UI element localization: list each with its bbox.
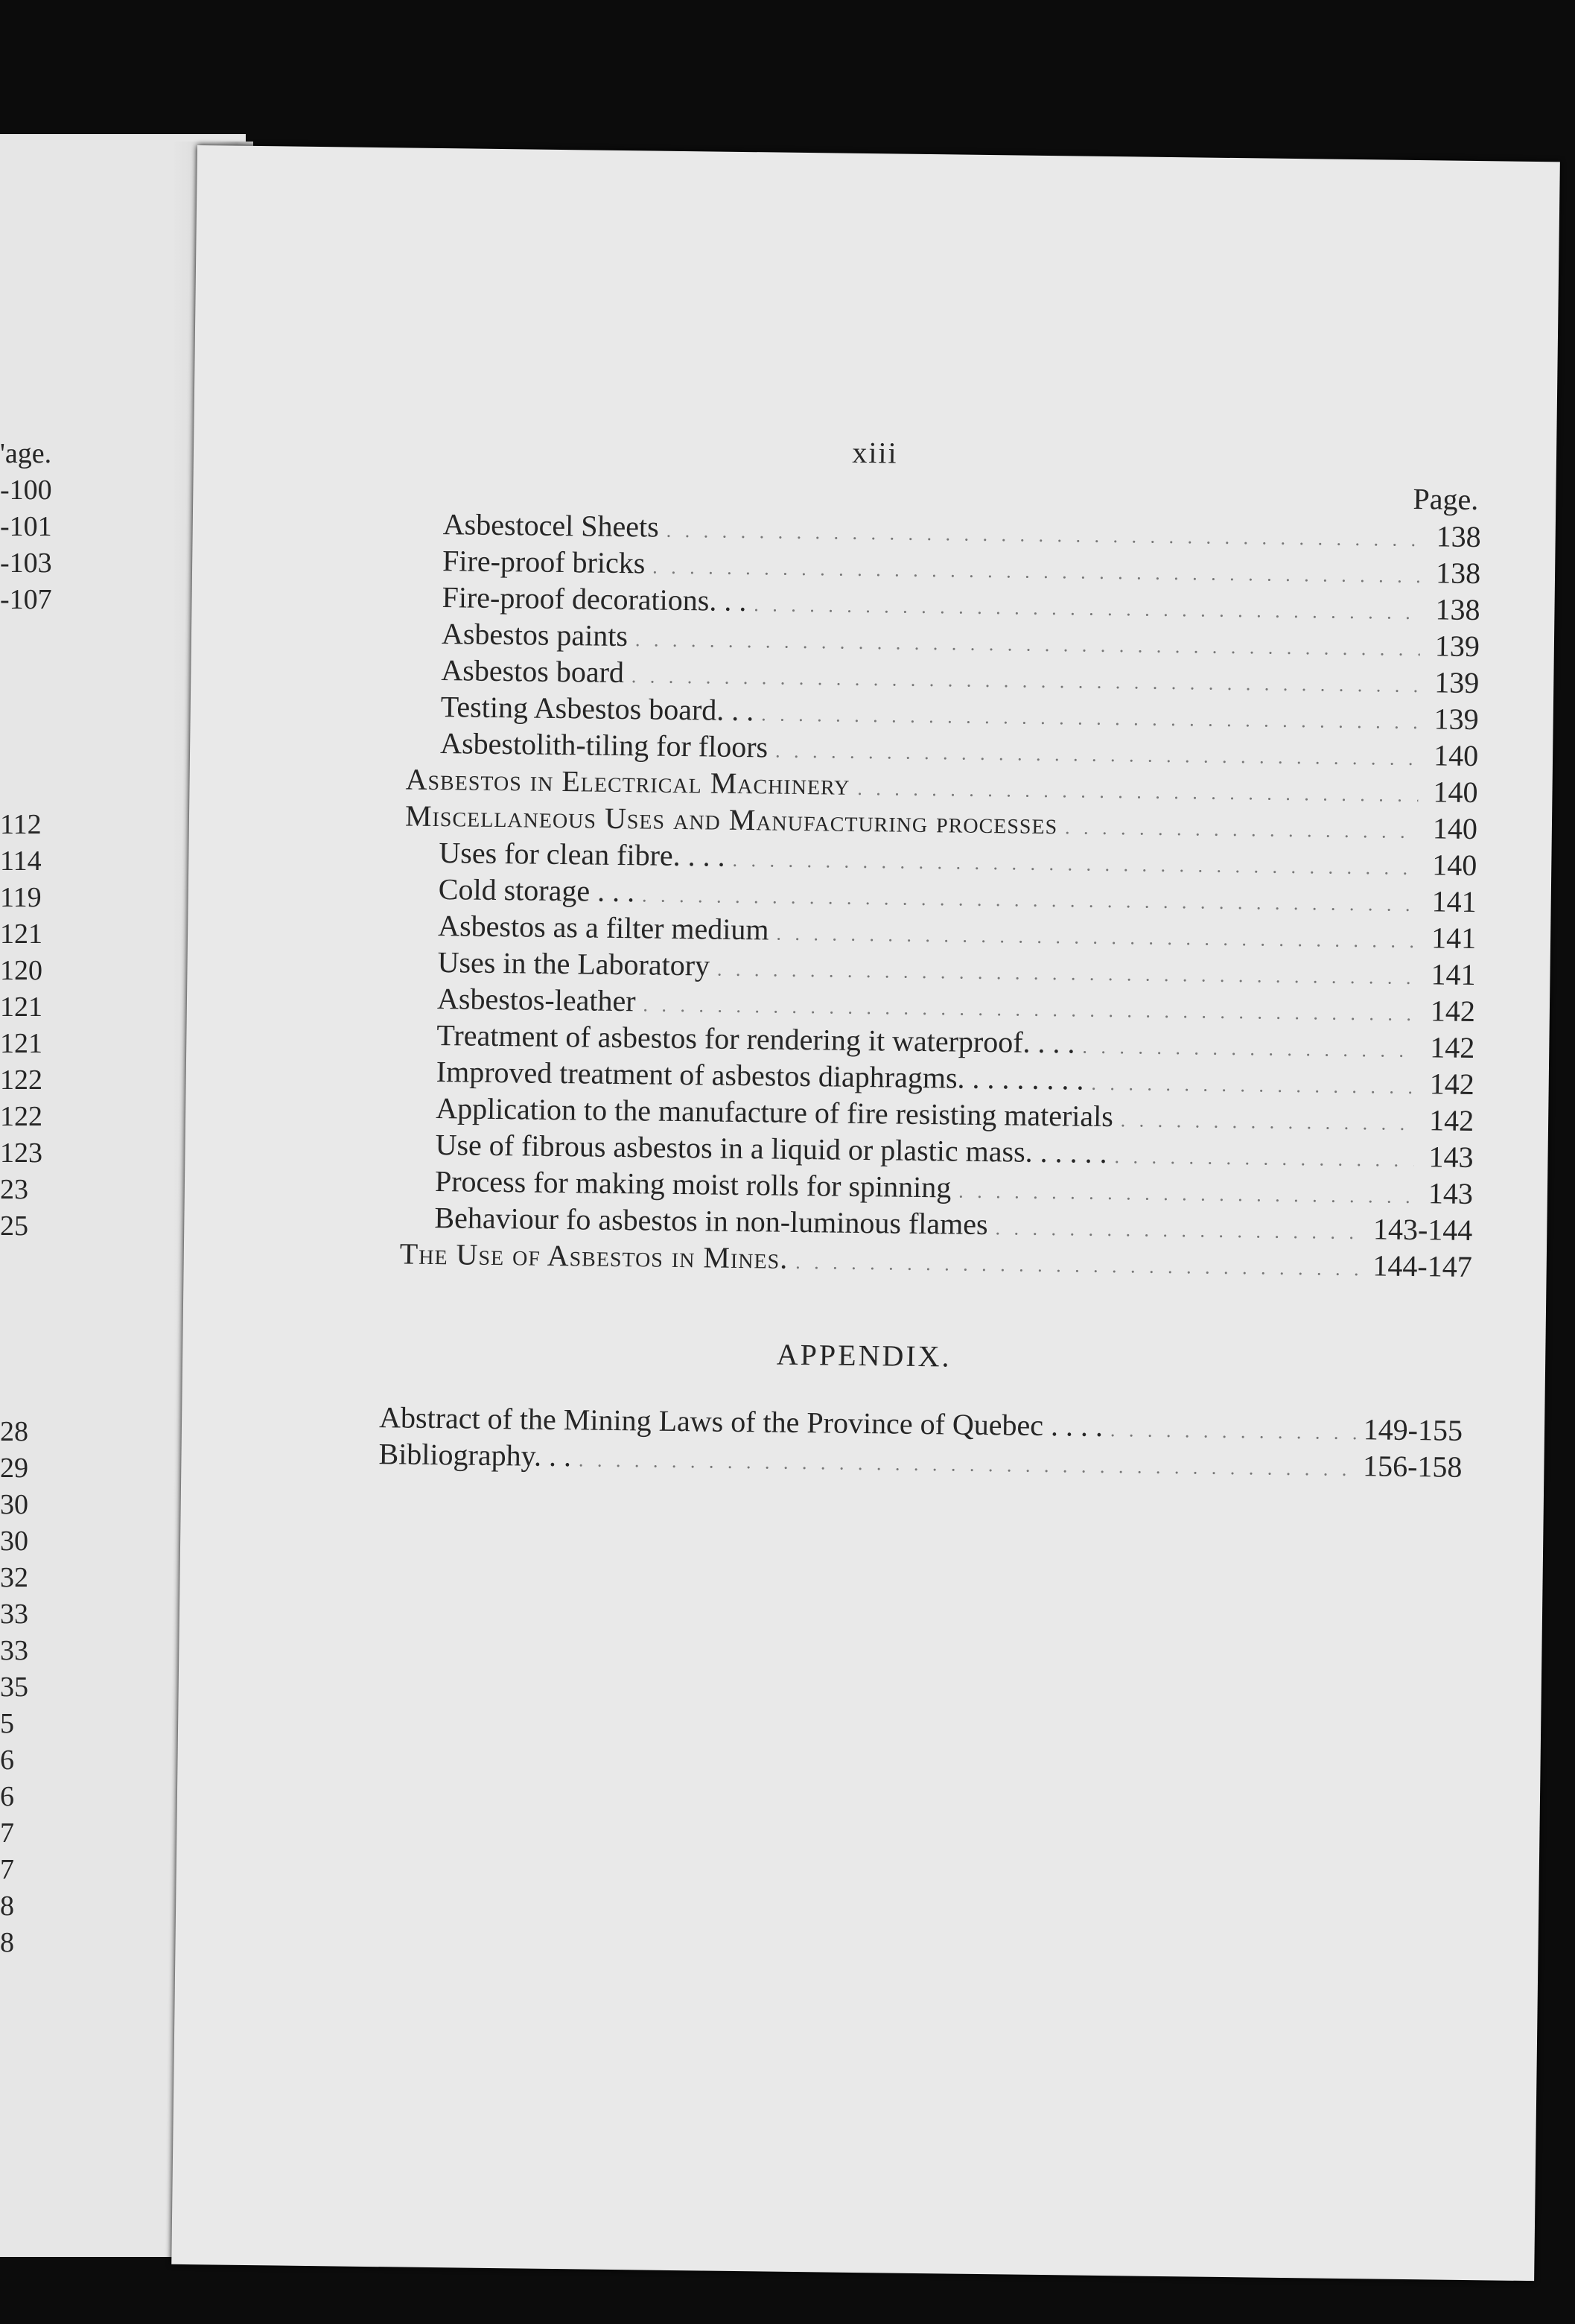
toc-entry-page: 142 — [1430, 1030, 1475, 1065]
toc-entry-title: Uses for clean fibre. . . . — [439, 836, 725, 873]
toc-entry-title: Asbestos paints — [441, 617, 629, 653]
left-page-fragment: 114 — [0, 845, 42, 877]
toc-entry-title: Asbestocel Sheets — [442, 507, 660, 544]
left-page-fragment: 25 — [0, 1210, 28, 1242]
left-page-fragment: 122 — [0, 1101, 42, 1132]
toc-entry-title: Asbestos board — [441, 653, 625, 690]
toc-entry-title: Asbestos-leather — [436, 982, 636, 1018]
toc-entry-title: The Use of Asbestos in Mines. — [399, 1236, 789, 1275]
toc-entry-page: 139 — [1434, 702, 1479, 737]
dot-leader — [1120, 1102, 1414, 1142]
left-page-fragment: 123 — [0, 1137, 42, 1169]
left-page-fragments-top — [0, 436, 52, 618]
dot-leader — [1114, 1138, 1413, 1178]
dot-leader — [1110, 1412, 1356, 1451]
toc-entry-page: 142 — [1429, 1067, 1475, 1102]
left-page-fragment: 35 — [0, 1671, 28, 1703]
toc-entry-page: 139 — [1434, 665, 1480, 700]
left-page-fragment: 8 — [0, 1927, 14, 1958]
left-page-fragment: 121 — [0, 918, 42, 950]
dot-leader — [995, 1210, 1366, 1251]
left-page-fragment: 28 — [0, 1416, 28, 1447]
toc-entry-page: 144-147 — [1372, 1248, 1473, 1284]
left-page-fragment: -100 — [0, 474, 52, 506]
left-page-fragment: 7 — [0, 1854, 14, 1885]
toc-rows — [400, 506, 1481, 1286]
toc-entry-title: Miscellaneous Uses and Manufacturing processes — [404, 799, 1058, 841]
left-page-fragment: 32 — [0, 1562, 28, 1593]
toc-entry-page: 140 — [1432, 848, 1477, 883]
toc-entry-page: 156-158 — [1362, 1449, 1463, 1484]
left-page-fragment: 120 — [0, 955, 42, 986]
toc-entry-page: 140 — [1433, 738, 1479, 773]
left-page-fragment: 30 — [0, 1525, 28, 1557]
toc-entry-page: 142 — [1428, 1103, 1474, 1138]
left-page-fragment: 30 — [0, 1489, 28, 1520]
toc-entry-page: 138 — [1435, 592, 1480, 627]
table-of-contents — [400, 469, 1482, 1286]
left-page-fragment: -107 — [0, 584, 52, 615]
toc-entry-page: 141 — [1431, 884, 1477, 919]
left-page-fragment: 29 — [0, 1452, 28, 1484]
toc-entry-page: 138 — [1436, 519, 1481, 554]
left-page-fragment: 121 — [0, 991, 42, 1023]
left-page-fragment: 121 — [0, 1028, 42, 1059]
appendix-title: APPENDIX. — [776, 1337, 952, 1374]
toc-entry-page: 142 — [1430, 994, 1476, 1029]
toc-entry-page: 141 — [1431, 921, 1477, 956]
toc-entry-title: Treatment of asbestos for rendering it waterproof. . . . — [436, 1018, 1075, 1060]
toc-entry-title: Testing Asbestos board. . . — [440, 690, 754, 728]
toc-entry-page: 143 — [1428, 1140, 1474, 1175]
left-page-fragment: -101 — [0, 511, 52, 542]
toc-entry-page: 141 — [1431, 957, 1476, 992]
toc-entry-title: Fire-proof bricks — [442, 544, 646, 580]
left-page-fragment: 6 — [0, 1781, 14, 1812]
left-page-fragment: 5 — [0, 1708, 14, 1739]
page-number: xiii — [852, 435, 898, 470]
left-page-fragment: 'age. — [0, 438, 52, 469]
toc-entry-title: Improved treatment of asbestos diaphragms. . . . . . . . . — [436, 1055, 1084, 1096]
left-page-fragment: 119 — [0, 882, 42, 913]
toc-entry-page: 143 — [1428, 1176, 1474, 1211]
toc-entry-title: Asbestos in Electrical Machinery — [405, 762, 850, 801]
toc-entry-title: Process for making moist rolls for spinning — [434, 1164, 952, 1204]
appendix-list — [378, 1399, 1463, 1485]
dot-leader — [1091, 1065, 1415, 1105]
toc-entry-page: 140 — [1432, 811, 1478, 846]
toc-entry-title: Asbestolith-tiling for floors — [439, 726, 769, 764]
left-page-fragment: 8 — [0, 1890, 14, 1922]
toc-entry-page: 149-155 — [1363, 1412, 1463, 1447]
left-page-fragment: 33 — [0, 1598, 28, 1630]
toc-entry-title: Abstract of the Mining Laws of the Province of Quebec . . . . — [378, 1400, 1104, 1443]
dot-leader — [1065, 809, 1418, 850]
dot-leader — [958, 1173, 1413, 1215]
toc-entry-title: Fire-proof decorations. . . — [442, 580, 747, 618]
toc-entry-title: Bibliography. . . — [378, 1437, 572, 1473]
dot-leader — [1082, 1029, 1415, 1069]
toc-entry-title: Asbestos as a filter medium — [437, 909, 769, 947]
toc-entry-title: Use of fibrous asbestos in a liquid or plastic mass. . . . . . — [435, 1128, 1107, 1170]
toc-entry-title: Behaviour fo asbestos in non-luminous flames — [434, 1200, 988, 1242]
left-page-fragment: 23 — [0, 1174, 28, 1205]
left-page-fragment: 122 — [0, 1064, 42, 1096]
toc-entry-title: Uses in the Laboratory — [437, 945, 710, 982]
toc-entry-title: Cold storage . . . — [438, 872, 635, 909]
toc-entry-title: Application to the manufacture of fire resisting materials — [435, 1091, 1114, 1134]
left-page-fragment: 33 — [0, 1635, 28, 1666]
toc-entry-page: 140 — [1433, 775, 1478, 810]
toc-entry-page: 139 — [1434, 629, 1480, 664]
toc-entry-page: 138 — [1435, 556, 1481, 591]
toc-entry-page: 143-144 — [1372, 1212, 1473, 1248]
left-page-fragments-bottom — [0, 1414, 28, 1961]
left-page-fragments-middle — [0, 807, 42, 1245]
dot-leader — [795, 1244, 1366, 1287]
left-page-fragment: 7 — [0, 1817, 14, 1849]
left-page-fragment: -103 — [0, 547, 52, 579]
left-page-fragment: 6 — [0, 1744, 14, 1776]
right-page — [171, 145, 1560, 2281]
left-page-fragment: 112 — [0, 809, 42, 840]
page-column-header: Page. — [1413, 481, 1479, 517]
